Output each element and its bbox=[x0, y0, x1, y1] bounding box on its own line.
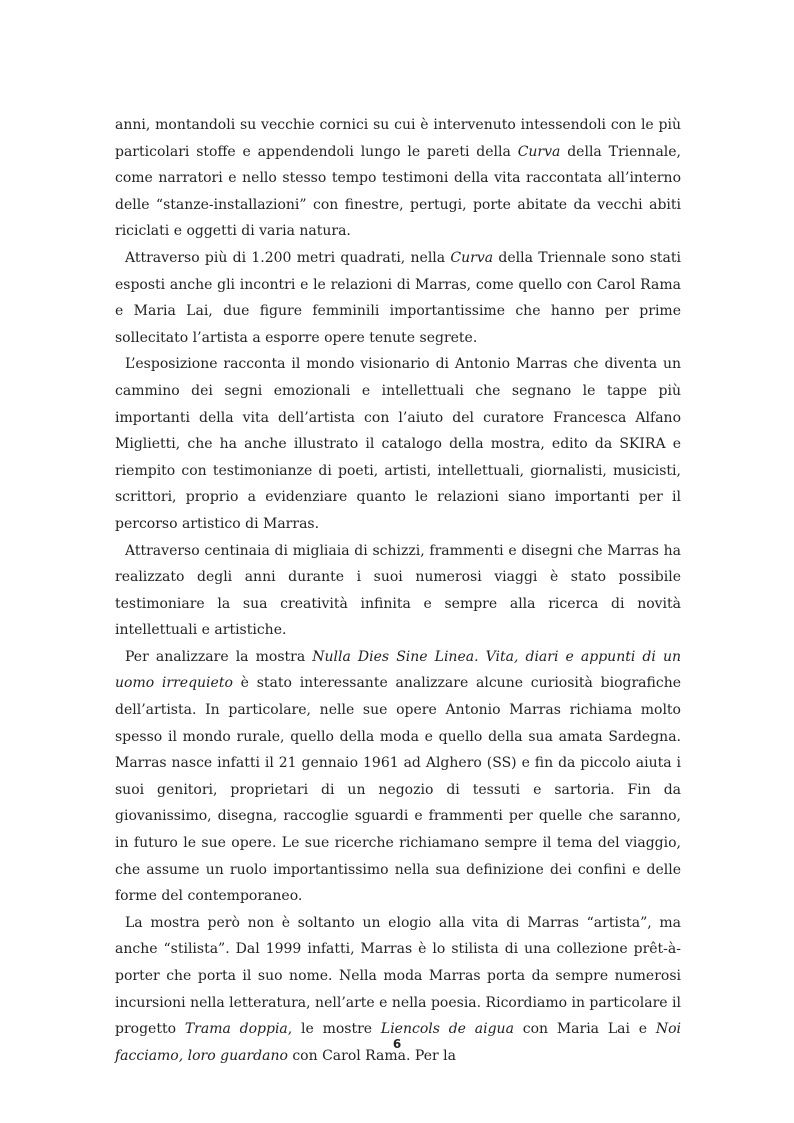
text-run: della Triennale, come narratori e nello stesso tempo testimoni della vita raccontata all’interno delle “stanze-installazioni” con finestre, pertugi, porte abitate da vecchi abiti riciclati e oggetti di varia natura. bbox=[115, 143, 682, 240]
text-run: con Carol Rama. Per la bbox=[287, 1047, 456, 1064]
text-run: anni, montandoli su vecchie cornici su cui è intervenuto intessendoli con le più particolari stoffe e appendendoli lungo le pareti della bbox=[115, 117, 681, 160]
paragraph bbox=[115, 538, 681, 644]
italic-text-run: Curva bbox=[450, 249, 494, 266]
italic-text-run: Nulla Dies Sine Linea. Vita, diari e appunti di un uomo irrequieto bbox=[115, 648, 681, 692]
italic-text-run: Curva bbox=[517, 143, 561, 160]
text-run: con Maria Lai e bbox=[513, 1021, 656, 1038]
text-run: Per analizzare la mostra bbox=[125, 648, 313, 665]
body-text bbox=[115, 112, 681, 1069]
text-run: è stato interessante analizzare alcune curiosità biografiche dell’artista. In particolare, nelle sue opere Antonio Marras richiama molto spesso il mondo rurale, quello della moda e quello della sua amata Sardegna. Marras nasce infatti il 21 gennaio 1961 ad Alghero (SS) e fin da piccolo aiuta i suoi genitori, proprietari di un negozio di tessuti e sartoria. Fin da giovanissimo, disegna, raccoglie sguardi e frammenti per quelle che saranno, in futuro le sue opere. Le sue ricerche richiamano sempre il tema del viaggio, che assume un ruolo importantissimo nella sua definizione dei confini e delle forme del contemporaneo. bbox=[115, 675, 681, 905]
text-run: Attraverso più di 1.200 metri quadrati, nella bbox=[125, 249, 451, 266]
page-number: 6 bbox=[392, 1037, 402, 1051]
paragraph bbox=[115, 245, 681, 351]
text-run: L’esposizione racconta il mondo visionario di Antonio Marras che diventa un cammino dei segni emozionali e intellettuali che segnano le tappe più importanti della vita dell’artista con l’aiuto del curatore Francesca Alfano Miglietti, che ha anche illustrato il catalogo della mostra, edito da SKIRA e riempito con testimonianze di poeti, artisti, intellettuali, giornalisti, musicisti, scrittori, proprio a evidenziare quanto le relazioni siano importanti per il percorso artistico di Marras. bbox=[115, 356, 681, 532]
text-run: , le mostre bbox=[287, 1021, 381, 1038]
italic-text-run: Trama doppia bbox=[184, 1021, 288, 1038]
italic-text-run: Liencols de aigua bbox=[380, 1021, 514, 1038]
paragraph bbox=[115, 112, 681, 245]
paragraph bbox=[115, 644, 681, 910]
text-run: Attraverso centinaia di migliaia di schizzi, frammenti e disegni che Marras ha realizzato degli anni durante i suoi numerosi viaggi è stato possibile testimoniare la sua creatività infinita e sempre alla ricerca di novità intellettuali e artistiche. bbox=[115, 542, 681, 639]
paragraph bbox=[115, 351, 681, 537]
italic-text-run: Noi facciamo, loro guardano bbox=[115, 1021, 681, 1064]
text-run: della Triennale sono stati esposti anche gli incontri e le relazioni di Marras, come quello con Carol Rama e Maria Lai, due figure femminili importantissime che hanno per prime sollecitato l’artista a esporre opere tenute segrete. bbox=[115, 249, 681, 346]
text-run: La mostra però non è soltanto un elogio alla vita di Marras “artista”, ma anche “stilista”. Dal 1999 infatti, Marras è lo stilista di una collezione prêt-à-porter che porta il suo nome. Nella moda Marras porta da sempre numerosi incursioni nella letteratura, nell’arte e nella poesia. Ricordiamo in particolare il progetto bbox=[115, 914, 681, 1038]
